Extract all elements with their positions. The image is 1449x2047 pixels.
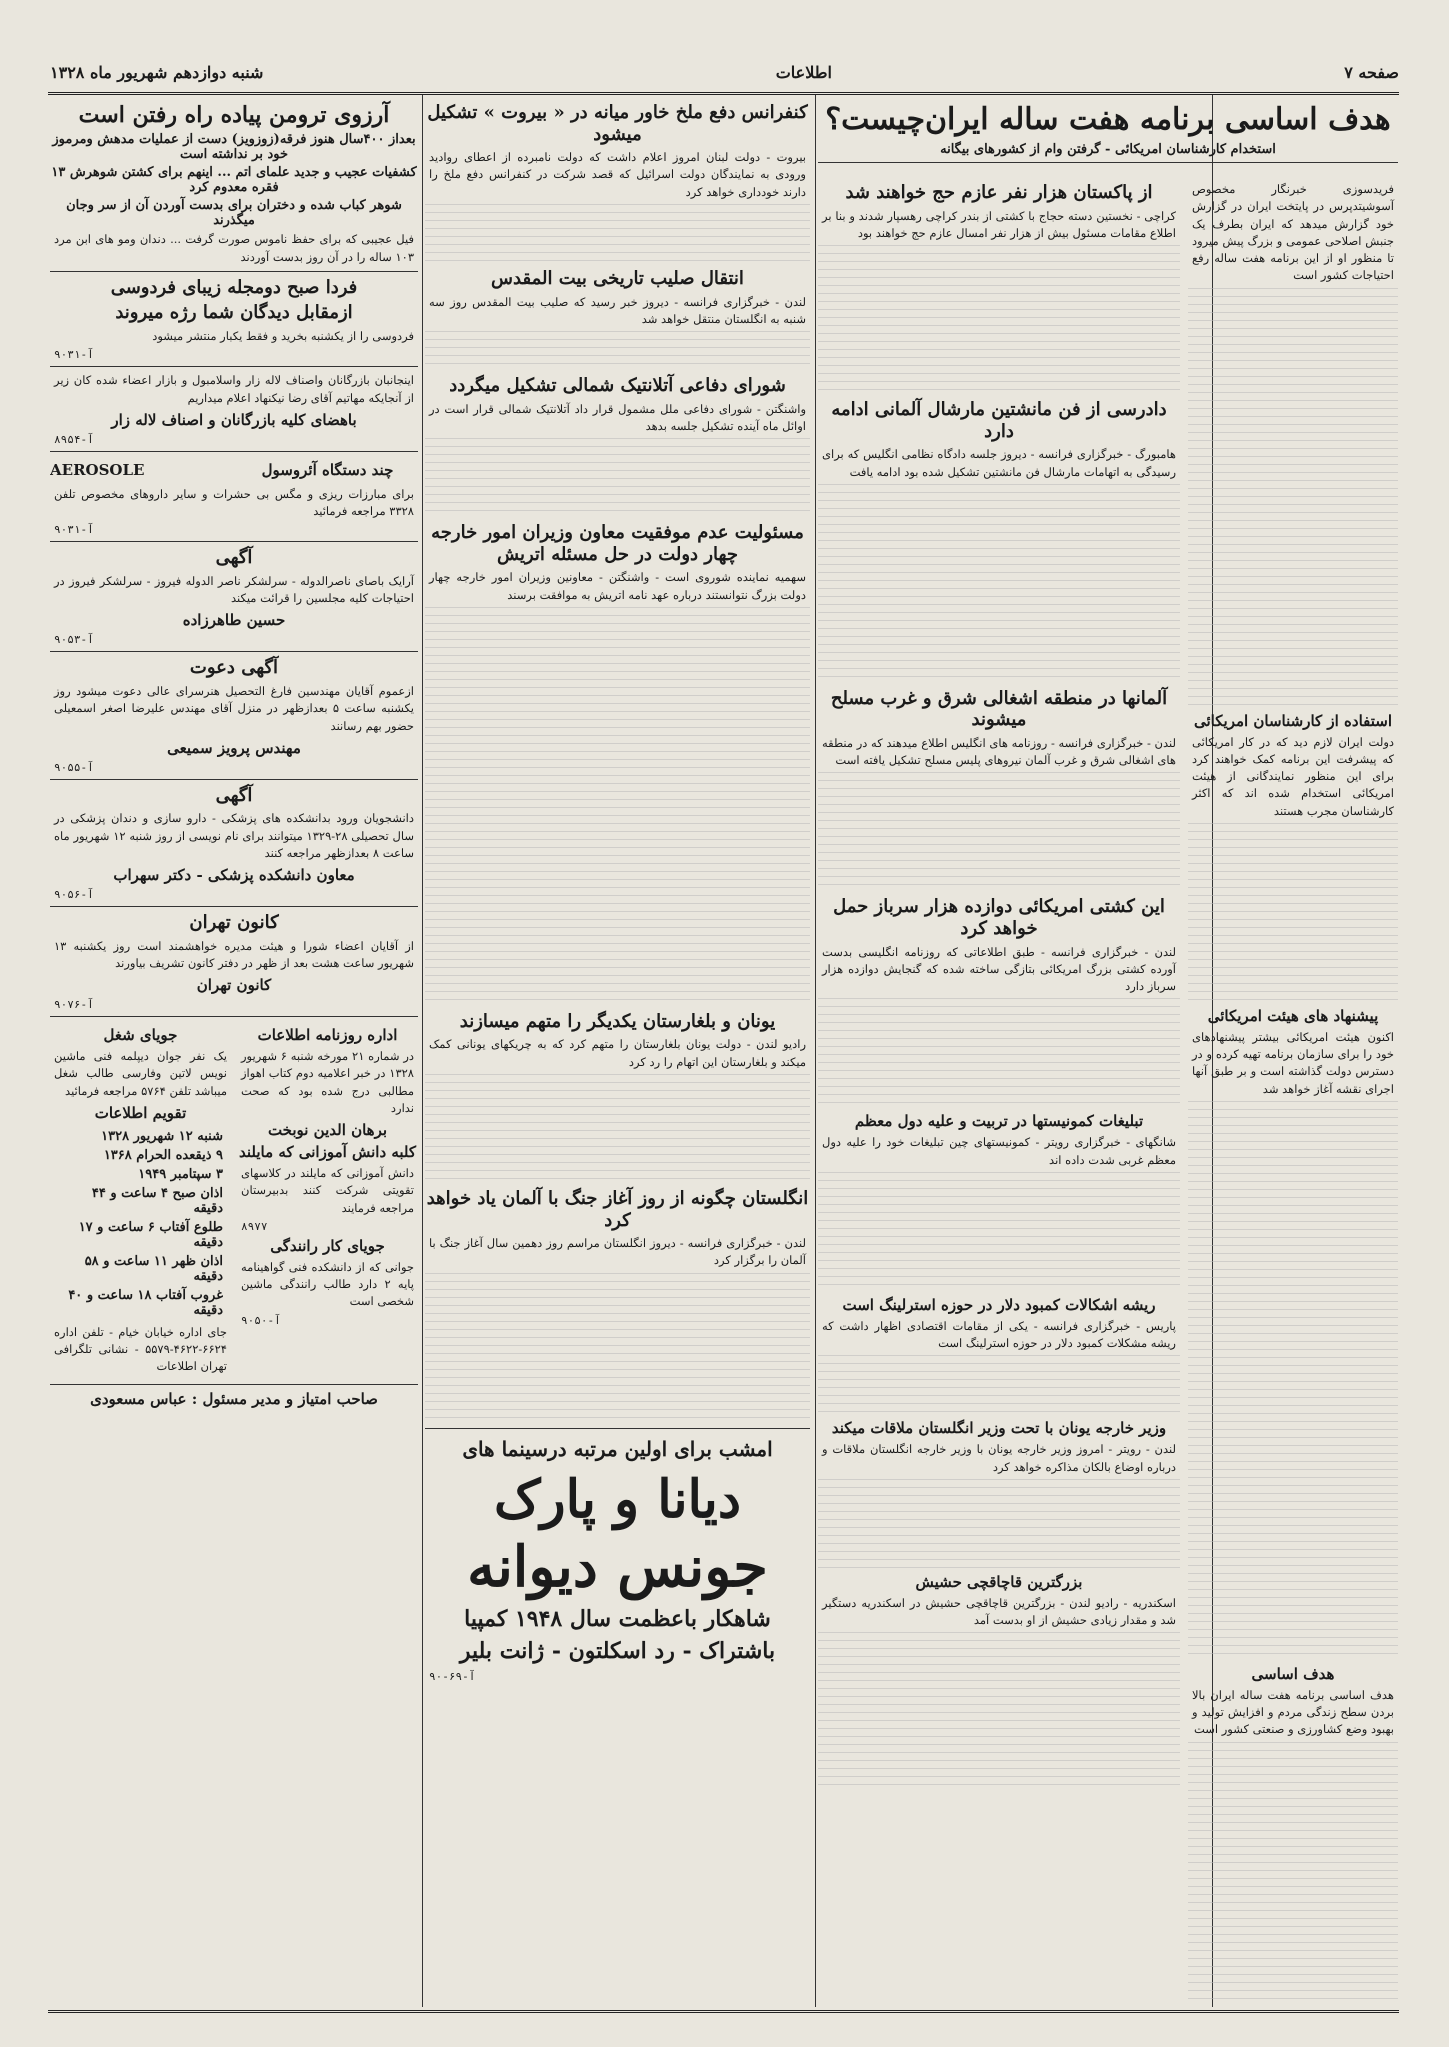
notice-text: جوانی که از دانشکده فنی گواهینامه پایه ۲ دارد طالب رانندگی ماشین شخصی است bbox=[241, 1259, 414, 1309]
calendar-row: ۹ ذیقعده الحرام ۱۳۶۸ bbox=[103, 1147, 223, 1163]
column-1 bbox=[818, 98, 1398, 2038]
article-text: فیل عجیبی که برای حفظ ناموس صورت گرفت ... دندان ومو های ابن مرد ۱۰۳ ساله را در آن روز بدست آوردند bbox=[54, 232, 414, 264]
news-headline: انتقال صلیب تاریخی بیت المقدس bbox=[491, 267, 744, 289]
news-headline: شورای دفاعی آتلانتیک شمالی تشکیل میگردد bbox=[449, 375, 786, 397]
news-headline: تبلیغات کمونیستها در تربیت و علیه دول معظم bbox=[854, 1112, 1144, 1131]
news-text: رادیو لندن - دولت یونان بلغارستان را متهم کرد که به چریکهای یونانی کمک میکند و بلغارستان این اتهام را رد کرد bbox=[429, 1037, 806, 1069]
calendar-row: اذان صبح ۴ ساعت و ۴۴ دقیقه bbox=[91, 1185, 223, 1216]
calendar-title: تقویم اطلاعات bbox=[94, 1103, 187, 1122]
news-headline: آلمانها در منطقه اشغالی شرق و غرب مسلح میشوند bbox=[830, 687, 1168, 731]
ad-signature: باهضای کلیه بازرگانان و اصناف لاله زار bbox=[111, 410, 357, 429]
column-3 bbox=[425, 98, 810, 2038]
news-text: لندن - خبرگزاری فرانسه - دیروز خبر رسید که صلیب بیت المقدس روز سه شنبه به انگلستان منتقل خواهد شد bbox=[429, 294, 806, 326]
notice-text: از آقایان اعضاء شورا و هیئت مدیره خواهشمند است روز یکشنبه ۱۳ شهریور ساعت هشت بعد از ظهر در دفتر کانون تشریف بیاورند bbox=[54, 938, 414, 970]
film-stars: باشتراک - رد اسکلتون - ژانت بلیر bbox=[459, 1637, 776, 1664]
news-headline: مسئولیت عدم موفقیت معاون وزیران امور خارجه چهار دولت در حل مسئله اتریش bbox=[431, 522, 804, 565]
ad-ref: آ-۶۹-۹۰ bbox=[429, 1669, 476, 1683]
ad-subtitle: ازمقابل دیدگان شما رژه میروند bbox=[115, 302, 353, 324]
column-rule bbox=[422, 95, 423, 2007]
section-text: هدف اساسی برنامه هفت ساله ایران بالا بردن سطح زندگی مردم و افزایش تولید و بهبود وضع کشاورزی و صنعتی کشور است bbox=[1192, 1687, 1394, 1737]
article-subtitle: بعداز ۴۰۰سال هنوز فرقه(زوزویز) دست از عملیات مدهش ومرموز خود بر نداشته است bbox=[52, 132, 416, 163]
text-block bbox=[1188, 1742, 1398, 2002]
article-intro: فریدسوزی خبرنگار مخصوص آسوشیتدپرس در پایتخت ایران در گزارش خود گزارش میدهد که ایران بطرف یک جنبش اصلاحی عمومی و بزرگ پیش میرود تا منظور او از این برنامه هفت ساله رفع احتیاجات کشور است bbox=[1192, 182, 1394, 283]
paper-name: اطلاعات bbox=[775, 62, 832, 82]
notice-signature: مهندس پرویز سمیعی bbox=[167, 738, 301, 757]
notice-title: جویای کار رانندگی bbox=[270, 1236, 385, 1255]
news-headline: انگلستان چگونه از روز آغاز جنگ با آلمان یاد خواهد کرد bbox=[426, 1187, 809, 1231]
ad-ref: آ-۹۰۳۱ bbox=[54, 348, 94, 362]
calendar-row: اذان ظهر ۱۱ ساعت و ۵۸ دقیقه bbox=[84, 1253, 223, 1284]
article-body bbox=[1188, 178, 1398, 2038]
notice-title: آگهی bbox=[215, 784, 253, 806]
news-text: سهمیه نماینده شوروی است - واشنگتن - معاونین وزیران امور خارجه چهار دولت بزرگ نتوانستند درباره عهد نامه اتریش به موافقت برسند bbox=[429, 570, 806, 602]
ad-ref: آ-۹۰۵۰ bbox=[241, 1313, 281, 1327]
news-column bbox=[818, 178, 1180, 2038]
notice-text: در شماره ۲۱ مورخه شنبه ۶ شهریور ۱۳۲۸ در خبر اعلامیه دوم کتاب اهواز مطالبی درج شده بود که صحت ندارد bbox=[241, 1049, 414, 1115]
issue-date: شنبه دوازدهم شهریور ماه ۱۳۲۸ bbox=[50, 62, 264, 82]
news-text: هامبورگ - خبرگزاری فرانسه - دیروز جلسه دادگاه نظامی انگلیس که برای رسیدگی به اتهامات مارشال فن مانشتین تشکیل شده بود ادامه یافت bbox=[822, 447, 1176, 479]
news-headline: کنفرانس دفع ملخ خاور میانه در « بیروت » تشکیل میشود bbox=[427, 102, 808, 145]
notice-title: کلبه دانش آموزانی که مایلند bbox=[238, 1143, 417, 1162]
ad-ref: آ-۹۰۷۶ bbox=[54, 998, 94, 1012]
calendar-row: شنبه ۱۲ شهریور ۱۳۲۸ bbox=[101, 1128, 223, 1144]
page-number: صفحه ۷ bbox=[1344, 62, 1399, 82]
cinema-names: دیانا و پارک bbox=[493, 1468, 742, 1530]
news-headline: این کشتی امریکائی دوازده هزار سرباز حمل خواهد کرد bbox=[833, 896, 1165, 940]
section-heading: پیشنهاد های هیئت امریکائی bbox=[1207, 1006, 1379, 1025]
notice-signature: کانون تهران bbox=[196, 976, 272, 995]
header-rule bbox=[48, 92, 1399, 95]
calendar bbox=[50, 1126, 231, 1321]
calendar-row: ۳ سپتامبر ۱۹۴۹ bbox=[138, 1166, 223, 1182]
section-text: دولت ایران لازم دید که در کار امریکائی که پیشرفت این برنامه کمک خواهند کرد برای این منظور نمایندگانی از هیئت امریکائی استخدام شده اند که اکثر کارشناسان مجرب هستند bbox=[1192, 734, 1394, 818]
film-title: جونس دیوانه bbox=[467, 1533, 768, 1600]
ad-text: اینجانبان بازرگانان واصناف لاله زار واسلامبول و بازار اعضاء شده کان زیر از آنجایکه مهاتیم آقای رضا نیکنهاد اعلام میداریم bbox=[54, 373, 414, 405]
news-text: لندن - رویتر - امروز وزیر خارجه یونان با وزیر خارجه انگلستان ملاقات و درباره اوضاع بالکان مذاکره خواهد کرد bbox=[822, 1442, 1176, 1474]
ad-ref: آ-۹۰۵۵ bbox=[54, 760, 94, 774]
notice-text: ازعموم آقایان مهندسین فارغ التحصیل هنرسرای عالی دعوت میشود روز یکشنبه ساعت ۵ بعدازظهر در منزل آقای مهندس علیرضا اصغر اسمعیلی حضور بهم رسانند bbox=[54, 684, 414, 733]
news-text: لندن - خبرگزاری فرانسه - روزنامه های انگلیس اطلاع میدهند که در منطقه های اشغالی شرق و غرب آلمان نیروهای پلیس مسلح تشکیل یافته است bbox=[822, 735, 1176, 768]
article-subtitle: شوهر کباب شده و دختران برای بدست آوردن آن از سر وجان میگذرند bbox=[66, 198, 402, 229]
footer-rule bbox=[48, 2010, 1399, 2013]
notice-text: دانشجویان ورود بدانشکده های پزشکی - دارو سازی و دندان پزشکی در سال تحصیلی ۲۸-۱۳۲۹ میتوانند برای نام نویسی از روز شنبه ۱۲ شهریور ماه ساعت ۸ بعدازظهر مراجعه کنند bbox=[54, 811, 415, 860]
news-text: لندن - خبرگزاری فرانسه - دیروز انگلستان مراسم روز دهمین سال آغاز جنگ با آلمان را برگزار کرد bbox=[429, 1236, 806, 1268]
notice-text: آرایک باصای ناصرالدوله - سرلشکر ناصر الدوله فیروز - سرلشکر فیروز در احتیاجات کلیه مجلسین را قرائت میکند bbox=[54, 573, 414, 606]
notice-title: آگهی bbox=[215, 547, 253, 569]
text-block bbox=[1188, 1101, 1398, 1661]
text-block bbox=[1188, 823, 1398, 1003]
cinema-ad-line: امشب برای اولین مرتبه درسینما های bbox=[462, 1436, 773, 1461]
news-text: اسکندریه - رادیو لندن - بزرگترین قاچاقچی حشیش در اسکندریه دستگیر شد و مقدار زیادی حشیش از او بدست آمد bbox=[822, 1595, 1176, 1628]
ad-title: فردا صبح دومجله زیبای فردوسی bbox=[110, 276, 358, 298]
ad-text: فردوسی را از یکشنبه بخرید و فقط یکبار منتشر میشود bbox=[152, 329, 414, 344]
notice-title: کانون تهران bbox=[189, 912, 279, 934]
ad-ref: آ-۸۹۵۴ bbox=[54, 432, 94, 446]
notice-title: اداره روزنامه اطلاعات bbox=[257, 1026, 398, 1045]
notice-text: دانش آموزانی که مایلند در کلاسهای تقویتی شرکت کنند بدبیرستان مراجعه فرمایند bbox=[241, 1166, 414, 1215]
publisher: صاحب امتیاز و مدیر مسئول : عباس مسعودی bbox=[90, 1389, 378, 1408]
news-headline: بزرگترین قاچاقچی حشیش bbox=[915, 1572, 1083, 1591]
ad-ref: آ-۹۰۳۱ bbox=[54, 523, 94, 537]
article-title: هدف اساسی برنامه هفت ساله ایران‌چیست؟ bbox=[825, 102, 1391, 137]
news-text: بیروت - دولت لبنان امروز اعلام داشت که دولت نامبرده از اعطای روادید ورودی به نمایندگان دولت اسرائیل که قصد شرکت در کنفرانس دفع ملخ را دارند خودداری خواهد کرد bbox=[429, 150, 806, 199]
news-text: لندن - خبرگزاری فرانسه - طبق اطلاعاتی که روزنامه انگلیسی بدست آورده کشتی بزرگ امریکائی بتازگی ساخته شده که گنجایش دوازده هزار سرباز دارد bbox=[822, 944, 1176, 994]
cinema-ad bbox=[425, 1437, 810, 1683]
news-text: شانگهای - خبرگزاری رویتر - کمونیستهای چین تبلیغات خود را علیه دول معظم غربی شدت داده اند bbox=[822, 1135, 1176, 1167]
section-heading: هدف اساسی bbox=[1251, 1664, 1335, 1683]
article-title: آرزوی ترومن پیاده راه رفتن است bbox=[78, 102, 390, 128]
ad-title: چند دستگاه آئروسول bbox=[261, 460, 394, 479]
article-subtitle: استخدام کارشناسان امریکائی - گرفتن وام از کشورهای بیگانه bbox=[940, 142, 1276, 157]
page-header bbox=[50, 52, 1399, 92]
ad-ref: ۸۹۷۷ bbox=[241, 1219, 268, 1233]
ad-title-latin: AEROSOLE bbox=[50, 460, 145, 479]
notice-signature: معاون دانشکده پزشکی - دکتر سهراب bbox=[113, 866, 355, 885]
text-block bbox=[1188, 288, 1398, 708]
article-subtitle: کشفیات عجیب و جدید علمای اتم ... اینهم برای کشتن شوهرش ۱۳ فقره معدوم کرد bbox=[51, 165, 417, 196]
section-text: اکنون هیئت امریکائی بیشتر پیشنهادهای خود را برای سازمان برنامه تهیه کرده و در دسترس دولت گذاشته است و بر طبق آنها اجرای نقشه آغاز خواهد شد bbox=[1192, 1029, 1394, 1096]
news-headline: وزیر خارجه یونان با تحت وزیر انگلستان ملاقات میکند bbox=[831, 1419, 1167, 1438]
news-headline: دادرسی از فن مانشتین مارشال آلمانی ادامه دارد bbox=[831, 399, 1167, 442]
news-text: واشنگتن - شورای دفاعی ملل مشمول قرار داد آتلانتیک شمالی قرار است در اوائل ماه آینده تشکیل جلسه بدهد bbox=[429, 401, 806, 433]
calendar-row: طلوع آفتاب ۶ ساعت و ۱۷ دقیقه bbox=[78, 1219, 223, 1250]
column-rule bbox=[815, 95, 816, 2007]
address: جای اداره خیابان خیام - تلفن اداره ۶۶۲۴-۴۶۲۲-۵۵۷۹ - نشانی تلگرافی تهران اطلاعات bbox=[54, 1324, 227, 1374]
calendar-row: غروب آفتاب ۱۸ ساعت و ۴۰ دقیقه bbox=[68, 1287, 223, 1318]
notice-title: جویای شغل bbox=[103, 1026, 178, 1045]
news-text: پاریس - خبرگزاری فرانسه - یکی از مقامات اقتصادی اظهار داشت که ریشه مشکلات کمبود دلار در حوزه استرلینگ است bbox=[822, 1318, 1176, 1351]
notice-signature: برهان الدین نوبخت bbox=[267, 1121, 388, 1140]
section-heading: استفاده از کارشناسان امریکائی bbox=[1194, 711, 1392, 730]
notice-text: یک نفر جوان دیپلمه فنی ماشین نویس لاتین وفارسی طالب شغل میباشد تلفن ۵۷۶۴ مراجعه فرمائید bbox=[54, 1049, 227, 1098]
news-headline: ریشه اشکالات کمبود دلار در حوزه استرلینگ است bbox=[842, 1295, 1156, 1314]
news-headline: از پاکستان هزار نفر عازم حج خواهند شد bbox=[845, 182, 1153, 203]
ad-ref: آ-۹۰۵۳ bbox=[54, 633, 94, 647]
notice-signature: حسین طاهرزاده bbox=[182, 611, 286, 630]
film-tagline: شاهکار باعظمت سال ۱۹۴۸ کمپیا bbox=[464, 1605, 771, 1632]
ad-ref: آ-۹۰۵۶ bbox=[54, 888, 94, 902]
notice-title: آگهی دعوت bbox=[189, 657, 279, 679]
ad-text: برای مبارزات ریزی و مگس بی حشرات و سایر داروهای مخصوص تلفن ۳۳۲۸ مراجعه فرمائید bbox=[54, 486, 414, 519]
column-4 bbox=[50, 98, 418, 2038]
news-text: کراچی - نخستین دسته حجاج با کشتی از بندر کراچی رهسپار شدند و بنا بر اطلاع مقامات مسئول بیش از هزار نفر امسال عازم حج خواهند بود bbox=[822, 208, 1176, 240]
news-headline: یونان و بلغارستان یکدیگر را متهم میسازند bbox=[459, 1010, 776, 1032]
